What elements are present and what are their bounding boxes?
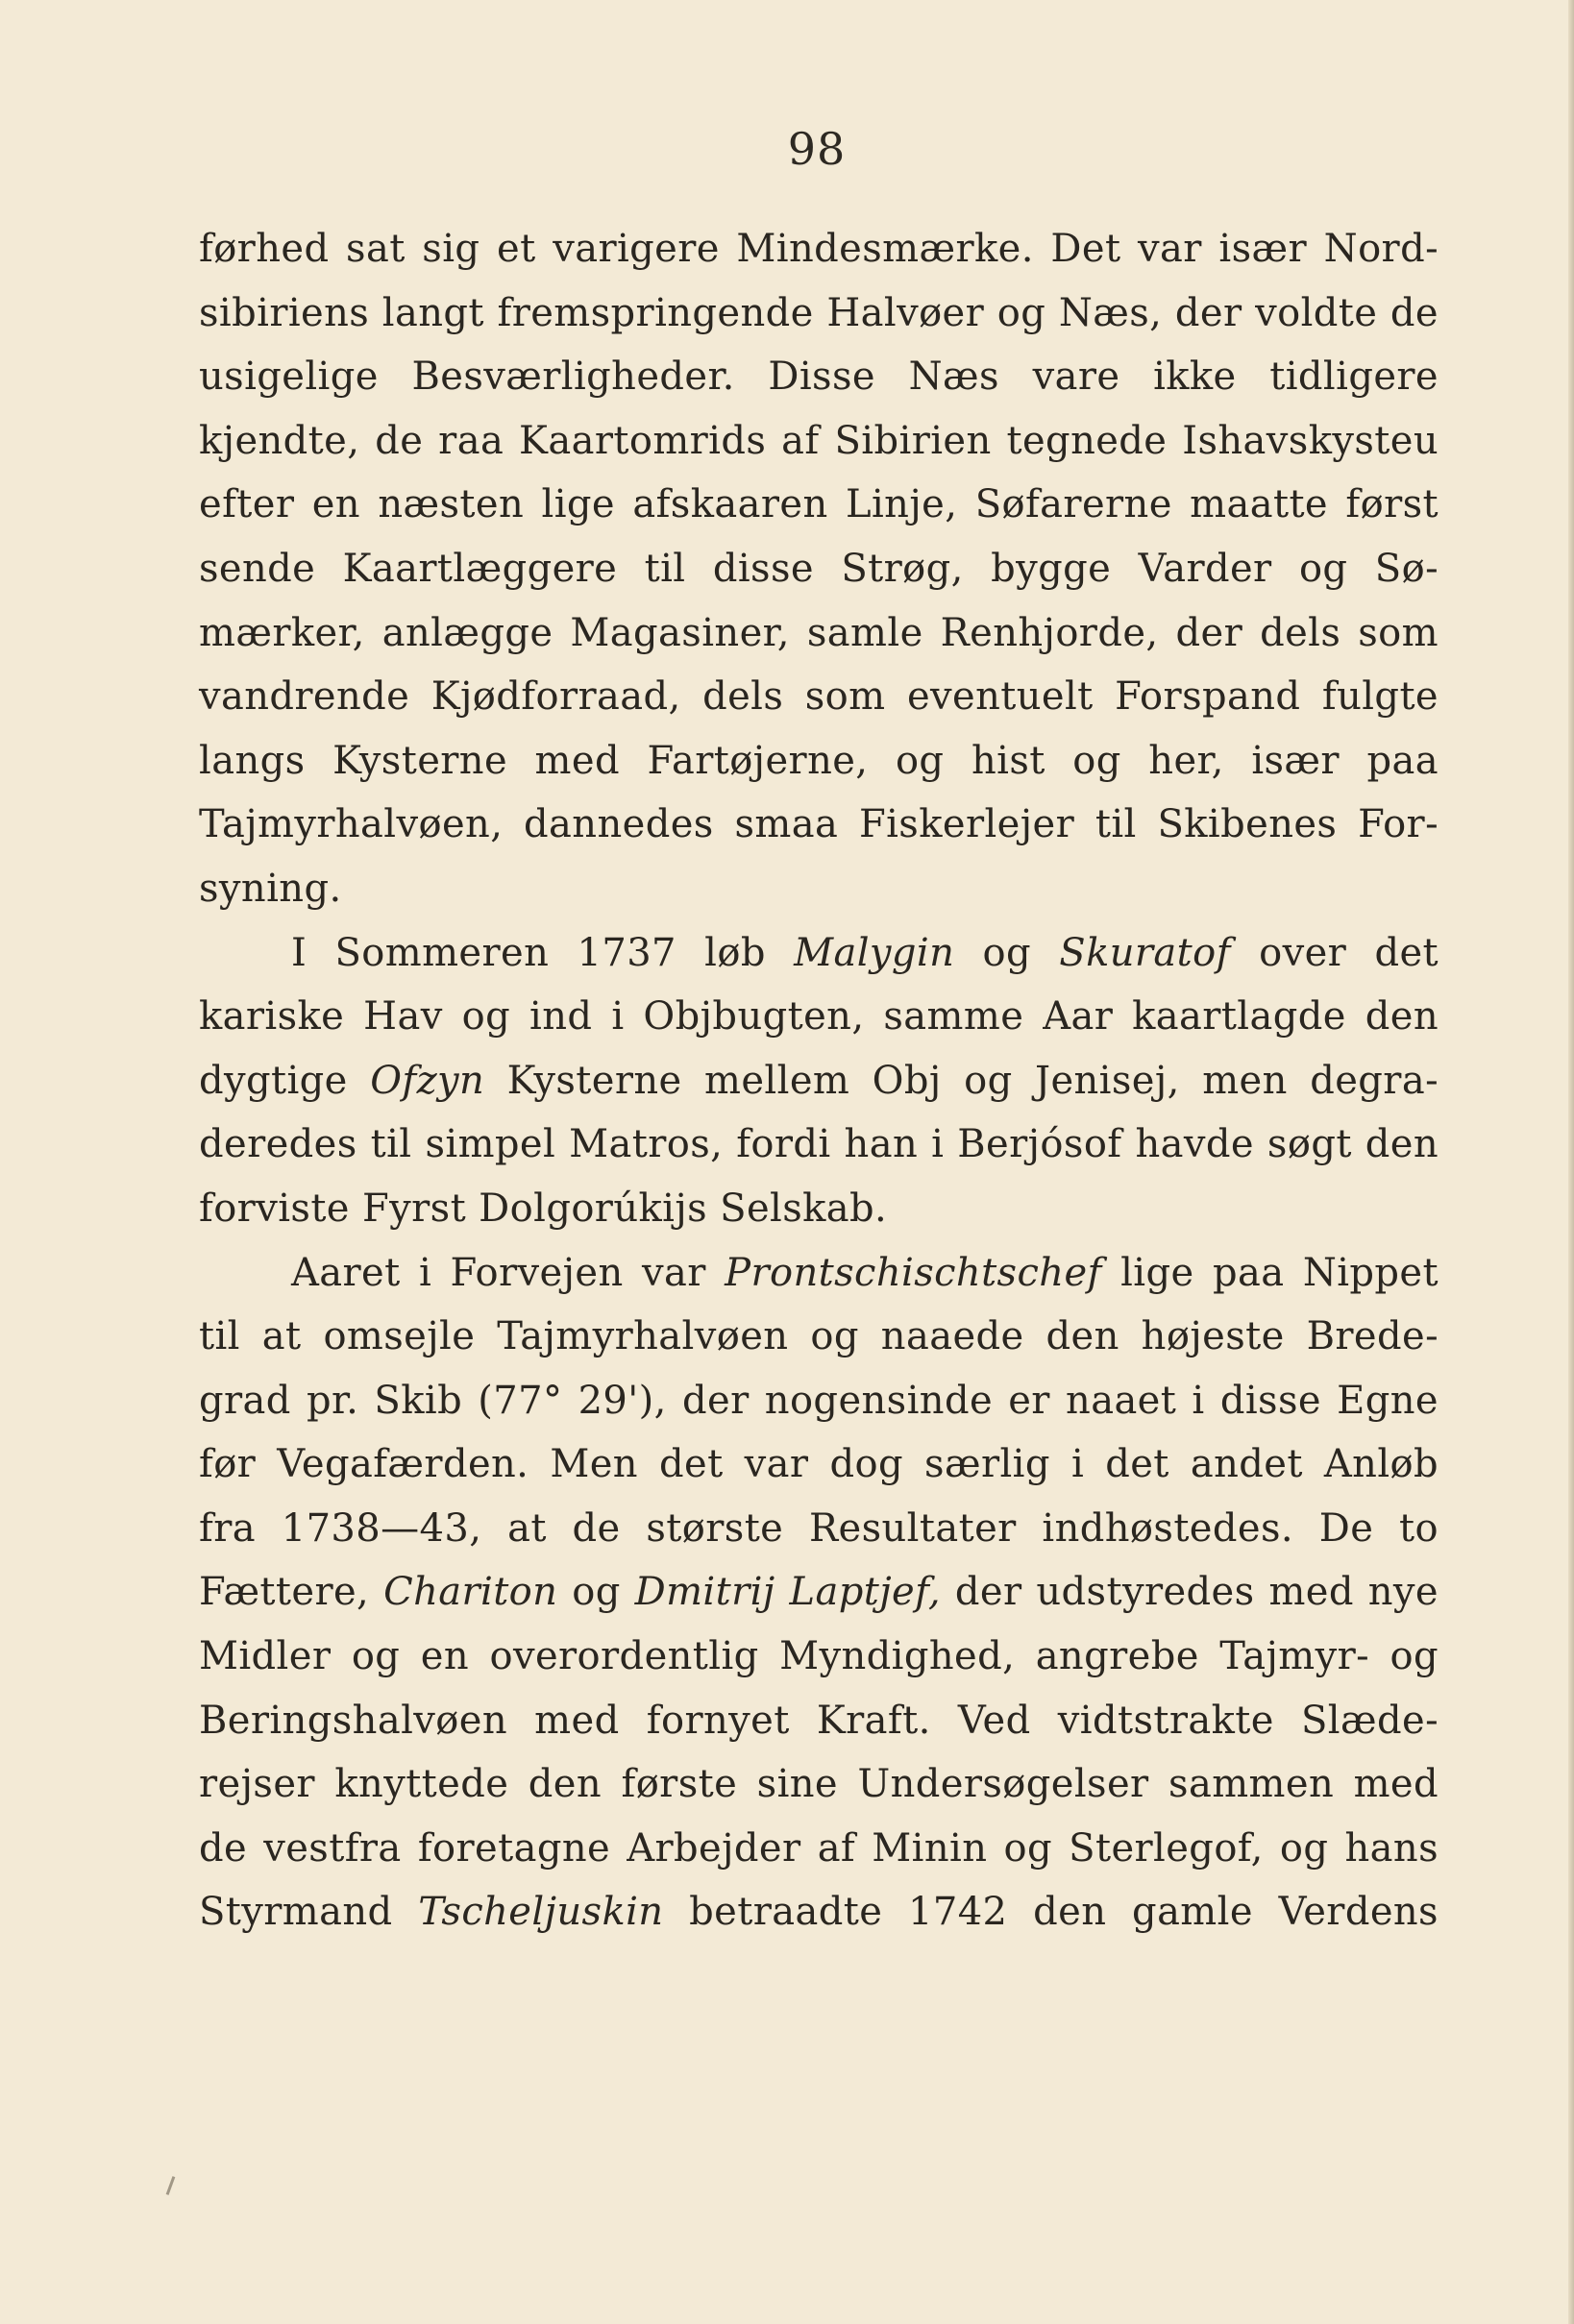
text-run: usigelige Besværligheder. Disse Næs vare ikke tidligere xyxy=(199,355,1439,400)
text-line xyxy=(199,857,1439,921)
text-line xyxy=(199,1752,1439,1817)
text-line xyxy=(199,1432,1439,1497)
text-run: betraadte 1742 den gamle Verdens xyxy=(663,1890,1439,1935)
text-run: til at omsejle Tajmyrhalvøen og naaede den højeste Brede- xyxy=(199,1314,1439,1359)
text-run: Kysterne mellem Obj og Jenisej, men degra- xyxy=(484,1058,1439,1103)
text-line xyxy=(199,1177,1439,1241)
text-line xyxy=(199,1241,1439,1306)
italic-name: Malygin xyxy=(794,930,955,975)
page-edge xyxy=(1568,0,1574,2324)
text-line xyxy=(199,1113,1439,1177)
text-run: mærker, anlægge Magasiner, samle Renhjorde, der dels som xyxy=(199,610,1439,655)
text-line xyxy=(199,409,1439,474)
text-run: kjendte, de raa Kaartomrids af Sibirien tegnede Ishavskysteu xyxy=(199,418,1439,463)
text-run: sende Kaartlæggere til disse Strøg, bygge Varder og Sø- xyxy=(199,546,1439,591)
text-line xyxy=(199,281,1439,346)
text-line xyxy=(199,345,1439,409)
text-line xyxy=(199,537,1439,601)
italic-name: Skuratof xyxy=(1059,930,1231,975)
text-run: I Sommeren 1737 løb xyxy=(291,930,795,975)
text-line xyxy=(199,1369,1439,1433)
text-run: de vestfra foretagne Arbejder af Minin og Sterlegof, og hans xyxy=(199,1825,1439,1871)
text-run: og xyxy=(954,930,1060,975)
italic-name: Dmitrij Laptjef, xyxy=(634,1570,941,1615)
text-run: Aaret i Forvejen var xyxy=(291,1250,726,1295)
text-run: rejser knyttede den første sine Undersøgelser sammen med xyxy=(199,1762,1439,1807)
text-run: vandrende Kjødforraad, dels som eventuelt Forspand fulgte xyxy=(199,674,1439,720)
text-line xyxy=(199,665,1439,729)
page-number: 98 xyxy=(787,123,847,175)
text-run: og xyxy=(557,1570,635,1615)
text-line xyxy=(199,473,1439,537)
italic-name: Chariton xyxy=(383,1570,558,1615)
text-line xyxy=(199,1880,1439,1945)
text-run: deredes til simpel Matros, fordi han i Berjósof havde søgt den xyxy=(199,1122,1439,1167)
text-line xyxy=(199,985,1439,1049)
body-text xyxy=(199,217,1439,1945)
text-line xyxy=(199,1305,1439,1369)
text-run: syning. xyxy=(199,866,342,911)
italic-name: Ofzyn xyxy=(370,1058,485,1103)
text-line xyxy=(199,921,1439,986)
text-run: Midler og en overordentlig Myndighed, angrebe Tajmyr- og xyxy=(199,1634,1439,1679)
text-run: kariske Hav og ind i Objbugten, samme Aar kaartlagde den xyxy=(199,994,1439,1040)
text-run: før Vegafærden. Men det var dog særlig i det andet Anløb xyxy=(199,1442,1439,1487)
text-line xyxy=(199,217,1439,281)
text-run: Fættere, xyxy=(199,1570,384,1615)
text-run: forviste Fyrst Dolgorúkijs Selskab. xyxy=(199,1186,888,1231)
text-line xyxy=(199,793,1439,857)
text-run: førhed sat sig et varigere Mindesmærke. Det var især Nord- xyxy=(199,227,1439,271)
text-run: der udstyredes med nye xyxy=(940,1570,1439,1615)
text-line xyxy=(199,1560,1439,1625)
text-line xyxy=(199,1689,1439,1753)
text-run: sibiriens langt fremspringende Halvøer og Næs, der voldte de xyxy=(199,290,1439,335)
stray-mark xyxy=(166,2176,176,2195)
text-run: dygtige xyxy=(199,1058,371,1103)
italic-name: Prontschischtschef xyxy=(725,1250,1102,1295)
text-line xyxy=(199,1497,1439,1561)
text-run: grad pr. Skib (77° 29'), der nogensinde er naaet i disse Egne xyxy=(199,1378,1439,1423)
text-run: lige paa Nippet xyxy=(1101,1250,1439,1295)
text-line xyxy=(199,601,1439,666)
text-run: efter en næsten lige afskaaren Linje, Søfarerne maatte først xyxy=(199,482,1439,527)
italic-name: Tscheljuskin xyxy=(418,1890,664,1935)
text-run: over det xyxy=(1230,930,1439,975)
text-line xyxy=(199,1049,1439,1113)
text-line xyxy=(199,1817,1439,1881)
text-run: langs Kysterne med Fartøjerne, og hist og her, især paa xyxy=(199,738,1439,783)
text-line xyxy=(199,1625,1439,1689)
text-run: fra 1738—43, at de største Resultater indhøstedes. De to xyxy=(199,1505,1439,1551)
text-line xyxy=(199,729,1439,794)
text-run: Styrmand xyxy=(199,1890,419,1935)
text-run: Tajmyrhalvøen, dannedes smaa Fiskerlejer til Skibenes For- xyxy=(199,802,1439,847)
text-run: Beringshalvøen med fornyet Kraft. Ved vidtstrakte Slæde- xyxy=(199,1698,1439,1743)
